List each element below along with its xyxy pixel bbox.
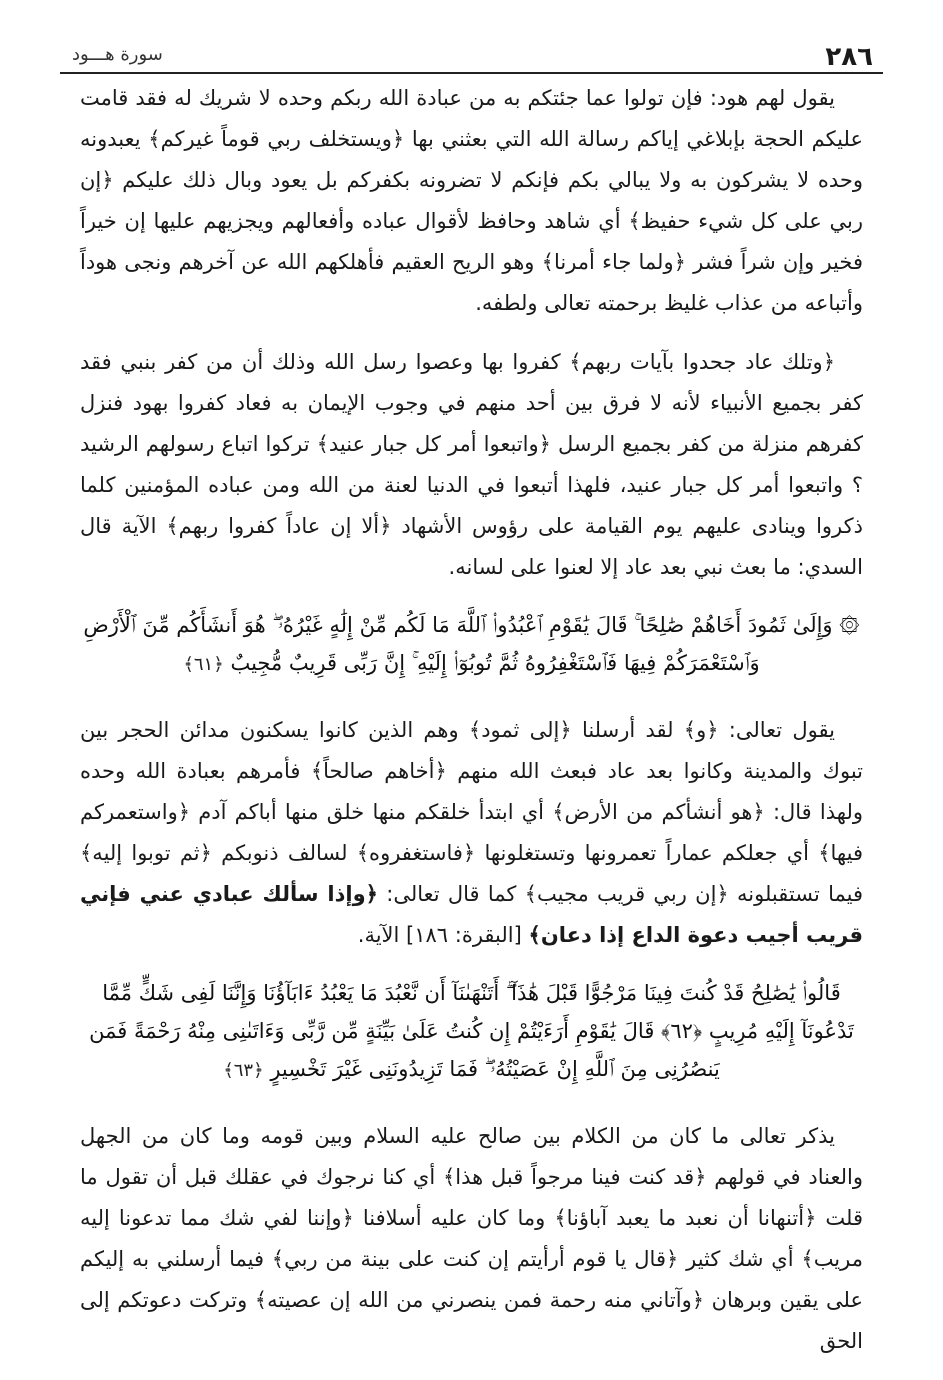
verse-text: ۞ وَإِلَىٰ ثَمُودَ أَخَاهُمْ صَٰلِحًا ۚ قَالَ يَٰقَوْمِ ٱعْبُدُوا۟ ٱللَّهَ مَا لَكُم مِّنْ إِلَٰهٍ غَيْرُهُۥ ۖ هُوَ أَنشَأَكُم مِّنَ ٱلْأَرْضِ وَٱسْتَعْمَرَكُمْ فِيهَا فَٱسْتَغْفِرُوهُ ثُمَّ تُوبُوٓا۟ إِلَيْهِ ۚ إِنَّ رَبِّى قَرِيبٌ مُّجِيبٌ	[83, 613, 860, 675]
tafsir-paragraph-3	[80, 710, 863, 956]
ayah-number-mark: ﴿٦٣﴾	[223, 1060, 264, 1081]
verse-text: قَالُوا۟ يَٰصَٰلِحُ قَدْ كُنتَ فِينَا مَرْجُوًّا قَبْلَ هَٰذَآ ۖ أَتَنْهَىٰنَآ أَن نَّعْبُدَ مَا يَعْبُدُ ءَابَآؤُنَا وَإِنَّنَا لَفِى شَكٍّ مِّمَّا تَدْعُونَآ إِلَيْهِ مُرِيبٍ ﴿٦٢﴾ قَالَ يَٰقَوْمِ أَرَءَيْتُمْ إِن كُنتُ عَلَىٰ بَيِّنَةٍ مِّن رَّبِّى وَءَاتَىٰنِى مِنْهُ رَحْمَةً فَمَن يَنصُرُنِى مِنَ ٱللَّهِ إِنْ عَصَيْتُهُۥ ۖ فَمَا تَزِيدُونَنِى غَيْرَ تَخْسِيرٍ	[89, 981, 854, 1081]
tafsir-paragraph-4: يذكر تعالى ما كان من الكلام بين صالح عليه السلام وبين قومه وما كان من الجهل والعناد في قولهم ﴿قد كنت فينا مرجواً قبل هذا﴾ أي كنا نرجوك في عقلك قبل أن تقول ما قلت ﴿أتنهانا أن نعبد ما يعبد آباؤنا﴾ وما كان عليه أسلافنا ﴿وإننا لفي شك مما تدعونا إليه مريب﴾ أي شك كثير ﴿قال يا قوم أرأيتم إن كنت على بينة من ربي﴾ فيما أرسلني به إليكم على يقين وبرهان ﴿وآتاني منه رحمة فمن ينصرني من الله إن عصيته﴾ وتركت دعوتكم إلى الحق	[80, 1124, 863, 1353]
surah-title: سورة هـــود	[72, 44, 163, 65]
page-body	[80, 78, 863, 1380]
tafsir-paragraph-1: يقول لهم هود: فإن تولوا عما جئتكم به من عبادة الله ربكم وحده لا شريك له فقد قامت عليكم الحجة بإبلاغي إياكم رسالة الله التي بعثني بها ﴿ويستخلف ربي قوماً غيركم﴾ يعبدونه وحده لا يشركون به ولا يبالي بكم فإنكم لا تضرونه بكفركم بل يعود وبال ذلك عليكم ﴿إن ربي على كل شيء حفيظ﴾ أي شاهد وحافظ لأقوال عباده وأفعالهم ويجزيهم عليها إن خيراً فخير وإن شراً فشر ﴿ولما جاء أمرنا﴾ وهو الريح العقيم فأهلكهم الله عن آخرهم ونجى هوداً وأتباعه من عذاب غليظ برحمته تعالى ولطفه.	[80, 86, 863, 315]
page-number: ٢٨٦	[825, 42, 873, 72]
quran-verse-61	[80, 606, 863, 684]
quoted-verse-bold: ﴿وإذا سألك عبادي عني فإني قريب أجيب دعوة الداع إذا دعان﴾	[80, 882, 863, 947]
citation-text: [البقرة: ١٨٦] الآية.	[357, 923, 522, 947]
page-header	[60, 38, 883, 70]
tafsir-paragraph-2: ﴿وتلك عاد جحدوا بآيات ربهم﴾ كفروا بها وعصوا رسل الله وذلك أن من كفر بنبي فقد كفر بجميع الأنبياء لأنه لا فرق بين أحد منهم في وجوب الإيمان به فعاد كفروا بهود فنزل كفرهم منزلة من كفر بجميع الرسل ﴿واتبعوا أمر كل جبار عنيد﴾ تركوا اتباع رسولهم الرشيد ؟ واتبعوا أمر كل جبار عنيد، فلهذا أتبعوا في الدنيا لعنة من الله ومن عباده المؤمنين كلما ذكروا وينادى عليهم يوم القيامة على رؤوس الأشهاد ﴿ألا إن عاداً كفروا ربهم﴾ الآية قال السدي: ما بعث نبي بعد عاد إلا لعنوا على لسانه.	[80, 350, 863, 579]
quran-verse-62-63	[80, 974, 863, 1090]
ayah-number-mark: ﴿٦١﴾	[183, 654, 224, 675]
paragraph-text: يقول تعالى: ﴿و﴾ لقد أرسلنا ﴿إلى ثمود﴾ وهم الذين كانوا يسكنون مدائن الحجر بين تبوك والمدينة وكانوا بعد عاد فبعث الله منهم ﴿أخاهم صالحاً﴾ فأمرهم بعبادة الله وحده ولهذا قال: ﴿هو أنشأكم من الأرض﴾ أي ابتدأ خلقكم منها خلق منها أباكم آدم ﴿واستعمركم فيها﴾ أي جعلكم عماراً تعمرونها وتستغلونها ﴿فاستغفروه﴾ لسالف ذنوبكم ﴿ثم توبوا إليه﴾ فيما تستقبلونه ﴿إن ربي قريب مجيب﴾ كما قال تعالى:	[80, 718, 864, 906]
header-divider	[60, 72, 883, 74]
